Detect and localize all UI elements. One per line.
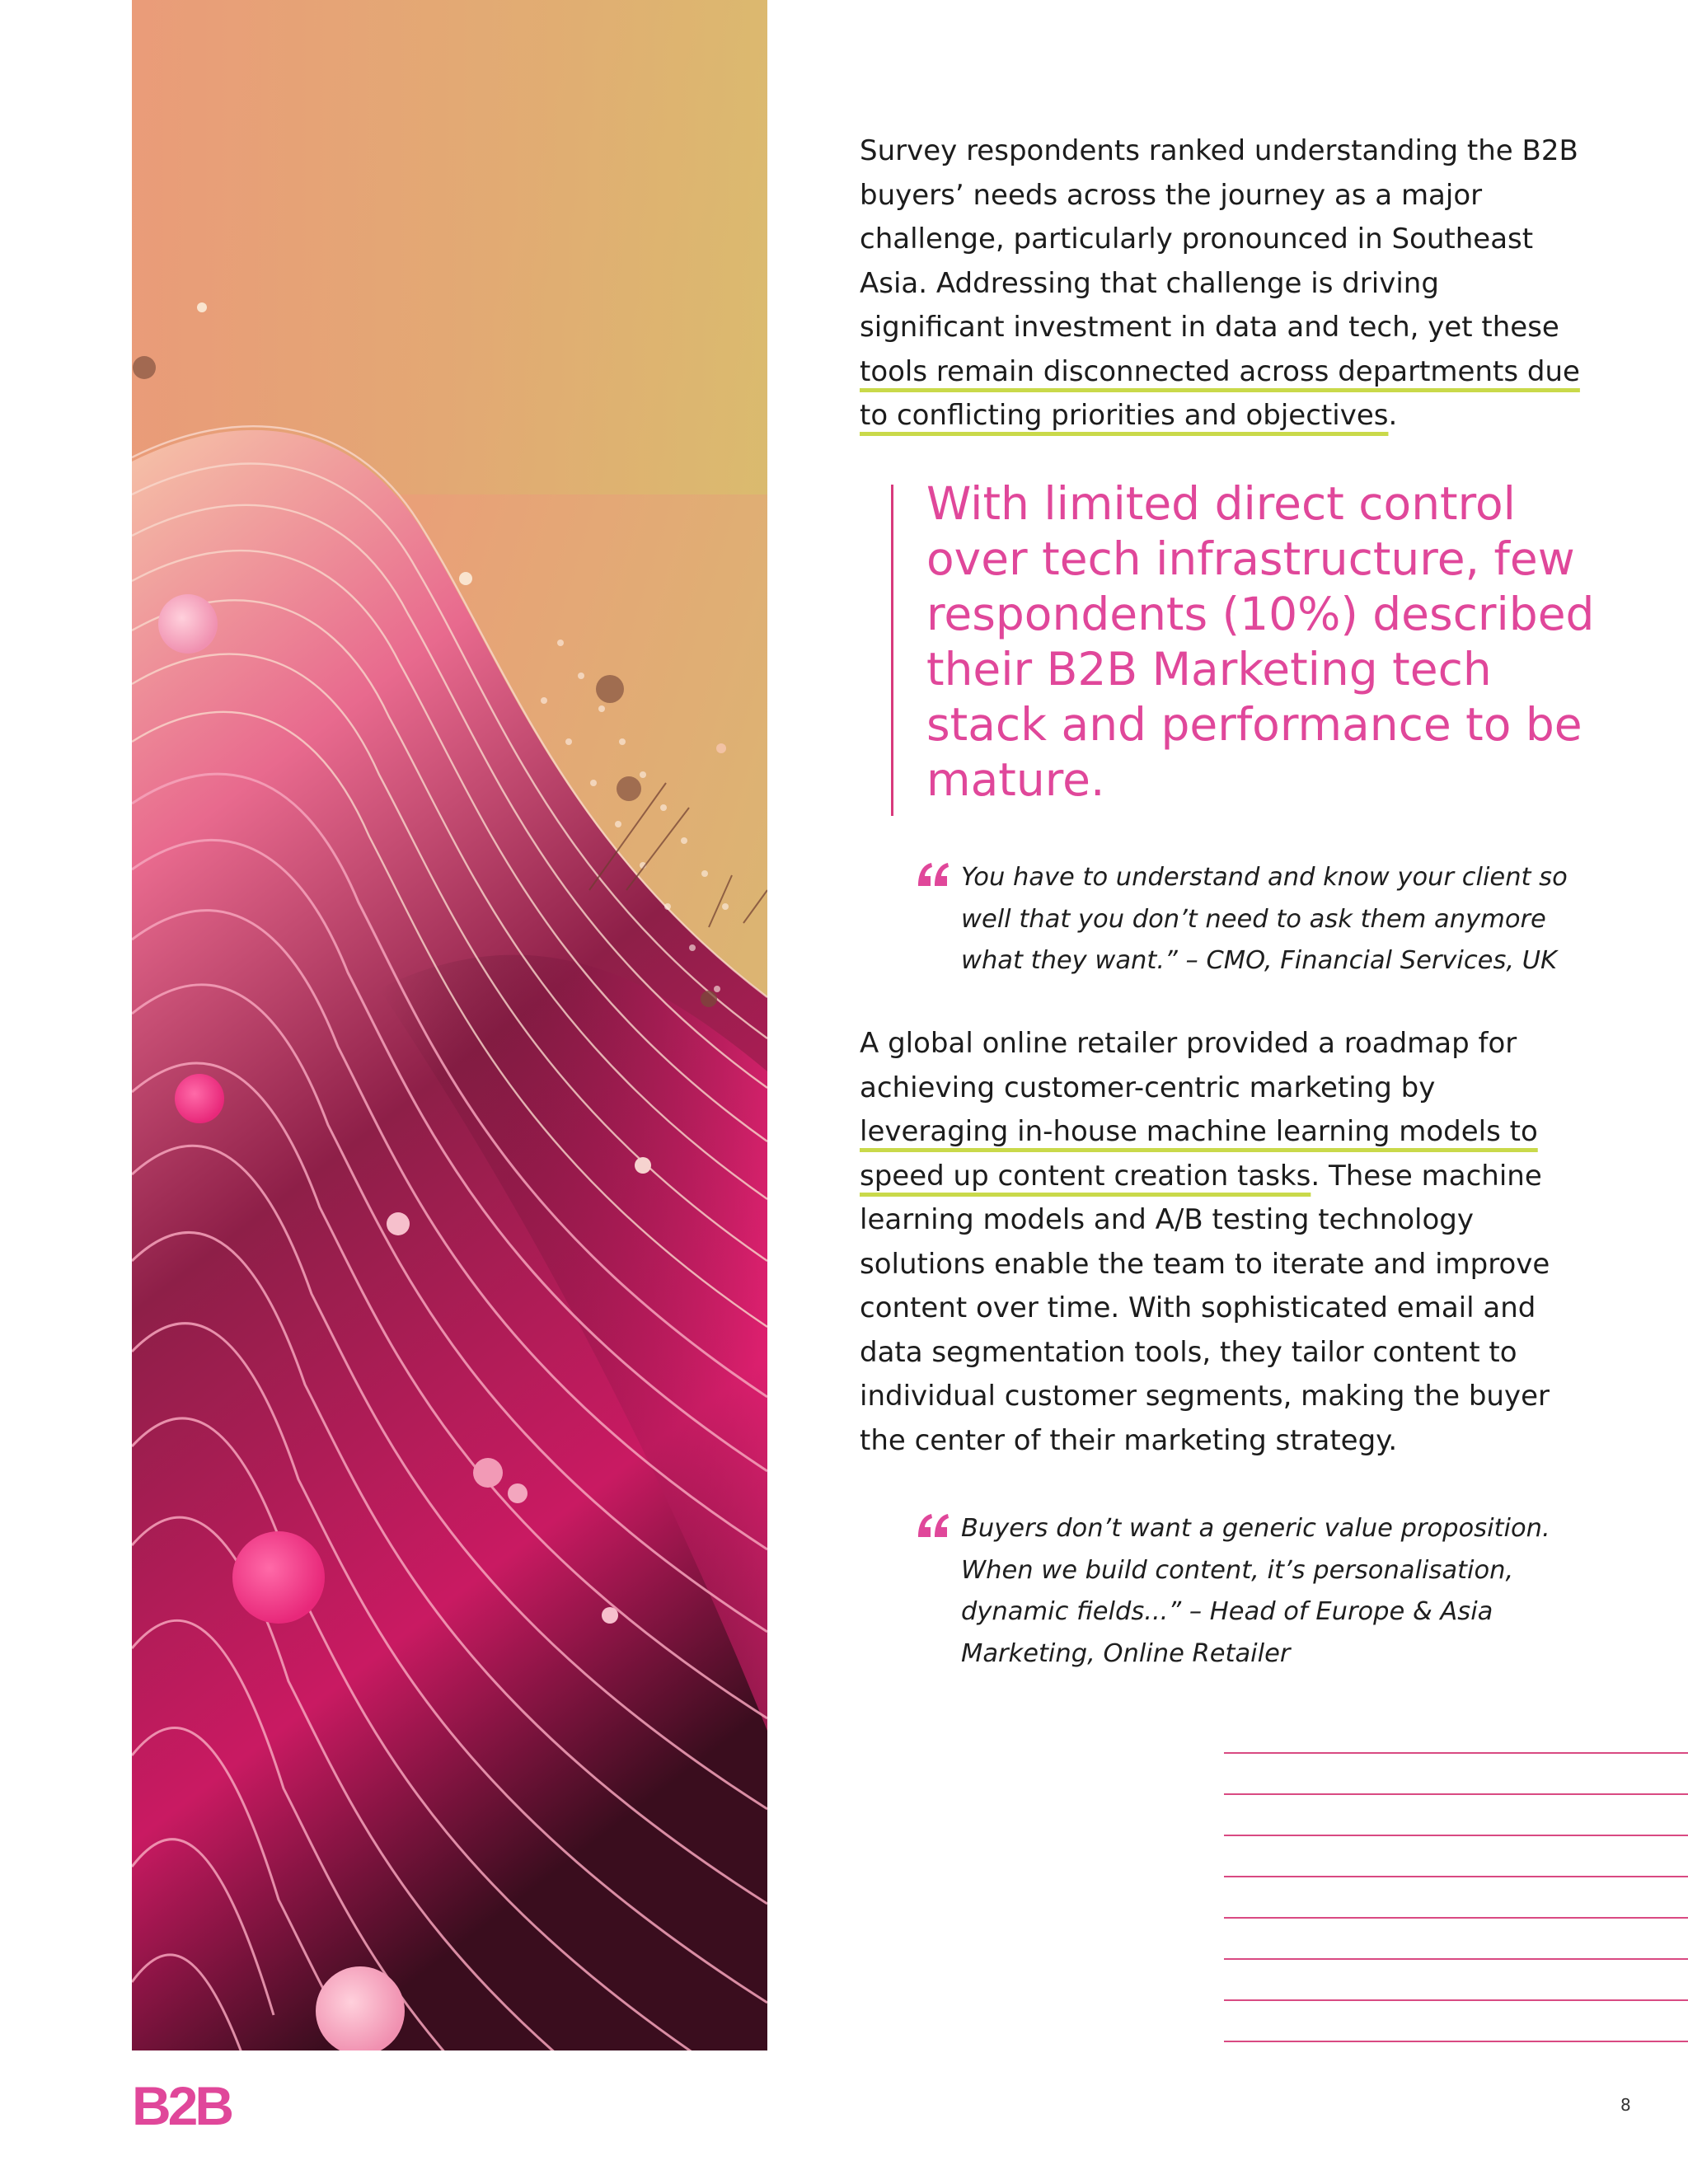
retailer-paragraph [860, 1022, 1585, 1463]
hero-abstract-wave-image [132, 0, 767, 2050]
page-number: 8 [1620, 2095, 1631, 2115]
b2b-logo [132, 2082, 234, 2130]
testimonial-quote-head-europe-asia [917, 1508, 1576, 1675]
quote-mark-icon [917, 1512, 950, 1539]
decorative-rule-lines [1224, 1751, 1688, 2048]
intro-paragraph-end: . [1388, 399, 1398, 432]
quote-text: Buyers don’t want a generic value proposition. When we build content, it’s personalisation, dynamic fields...” – Head of Europe & Asia Marketing, Online Retailer [961, 1514, 1550, 1668]
retailer-paragraph-text: A global online retailer provided a roadmap for achieving customer-centric marketing by [860, 1027, 1517, 1104]
pull-quote [891, 477, 1619, 816]
logo-text: B2B [132, 2082, 232, 2130]
retailer-paragraph-end: . These machine learning models and A/B testing technology solutions enable the team to iterate and improve content over time. With sophisticated email and data segmentation tools, they tailor content to individual customer segments, making the buyer the center of their marketing strategy. [860, 1159, 1550, 1457]
retailer-highlight: leveraging in-house machine learning models to speed up content creation tasks [860, 1115, 1538, 1193]
quote-mark-icon [917, 861, 950, 888]
testimonial-quote-cmo [917, 857, 1576, 982]
intro-highlight: tools remain disconnected across departments due to conflicting priorities and objectives [860, 354, 1580, 432]
quote-text: You have to understand and know your client so well that you don’t need to ask them anymore what they want.” – CMO, Financial Services, UK [961, 863, 1568, 975]
intro-paragraph-text: Survey respondents ranked understanding the B2B buyers’ needs across the journey as a major challenge, particularly pronounced in Southeast Asia. Addressing that challenge is driving significant investment in data and tech, yet these [860, 134, 1578, 344]
pull-quote-text: With limited direct control over tech infrastructure, few respondents (10%) described their B2B Marketing tech stack and performance to be mature. [926, 477, 1595, 806]
intro-paragraph [860, 129, 1585, 438]
